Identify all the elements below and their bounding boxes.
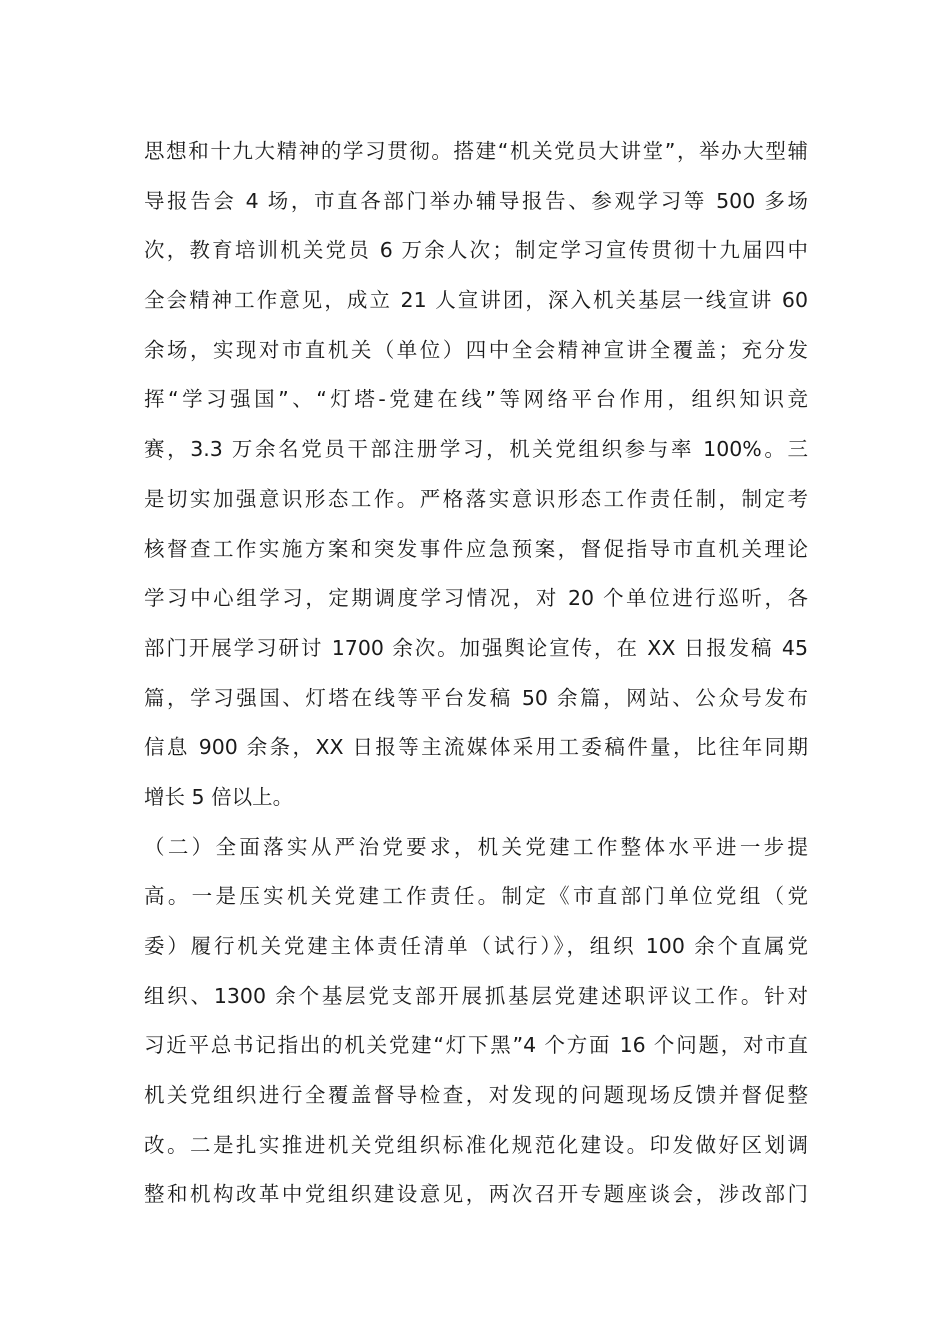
- body-text: [144, 127, 808, 1220]
- text-line: 习近平总书记指出的机关党建“灯下黑”4 个方面 16 个问题，对市直: [144, 1033, 808, 1058]
- text-line: 篇，学习强国、灯塔在线等平台发稿 50 余篇，网站、公众号发布: [144, 685, 808, 710]
- text-line: 挥“学习强国”、“灯塔-党建在线”等网络平台作用，组织知识竞: [144, 387, 808, 412]
- section-heading-line: （二）全面落实从严治党要求，机关党建工作整体水平进一步提: [144, 834, 808, 859]
- text-line: 增长 5 倍以上。: [144, 784, 294, 809]
- text-line: 改。二是扎实推进机关党组织标准化规范化建设。印发做好区划调: [144, 1132, 808, 1157]
- text-line: 学习中心组学习，定期调度学习情况，对 20 个单位进行巡听，各: [144, 586, 808, 611]
- text-line: 是切实加强意识形态工作。严格落实意识形态工作责任制，制定考: [144, 486, 808, 511]
- text-line: 次，教育培训机关党员 6 万余人次；制定学习宣传贯彻十九届四中: [144, 238, 808, 263]
- text-line: 核督查工作实施方案和突发事件应急预案，督促指导市直机关理论: [144, 536, 808, 561]
- text-line: 信息 900 余条，XX 日报等主流媒体采用工委稿件量，比往年同期: [144, 735, 808, 760]
- text-line: 余场，实现对市直机关（单位）四中全会精神宣讲全覆盖；充分发: [144, 337, 808, 362]
- text-line: 赛，3.3 万余名党员干部注册学习，机关党组织参与率 100%。三: [144, 437, 808, 462]
- text-line: 委）履行机关党建主体责任清单（试行）》，组织 100 余个直属党: [144, 934, 808, 958]
- text-line: 整和机构改革中党组织建设意见，两次召开专题座谈会，涉改部门: [144, 1182, 808, 1207]
- text-line: 全会精神工作意见，成立 21 人宣讲团，深入机关基层一线宣讲 60: [144, 288, 808, 313]
- text-line: 部门开展学习研讨 1700 余次。加强舆论宣传，在 XX 日报发稿 45: [144, 635, 808, 660]
- text-line: 组织、1300 余个基层党支部开展抓基层党建述职评议工作。针对: [144, 983, 808, 1008]
- text-line: 导报告会 4 场，市直各部门举办辅导报告、参观学习等 500 多场: [144, 188, 808, 213]
- text-line: 思想和十九大精神的学习贯彻。搭建“机关党员大讲堂”，举办大型辅: [144, 139, 808, 163]
- text-line: 机关党组织进行全覆盖督导检查，对发现的问题现场反馈并督促整: [144, 1083, 808, 1108]
- text-line: 高。一是压实机关党建工作责任。制定《市直部门单位党组（党: [144, 884, 808, 909]
